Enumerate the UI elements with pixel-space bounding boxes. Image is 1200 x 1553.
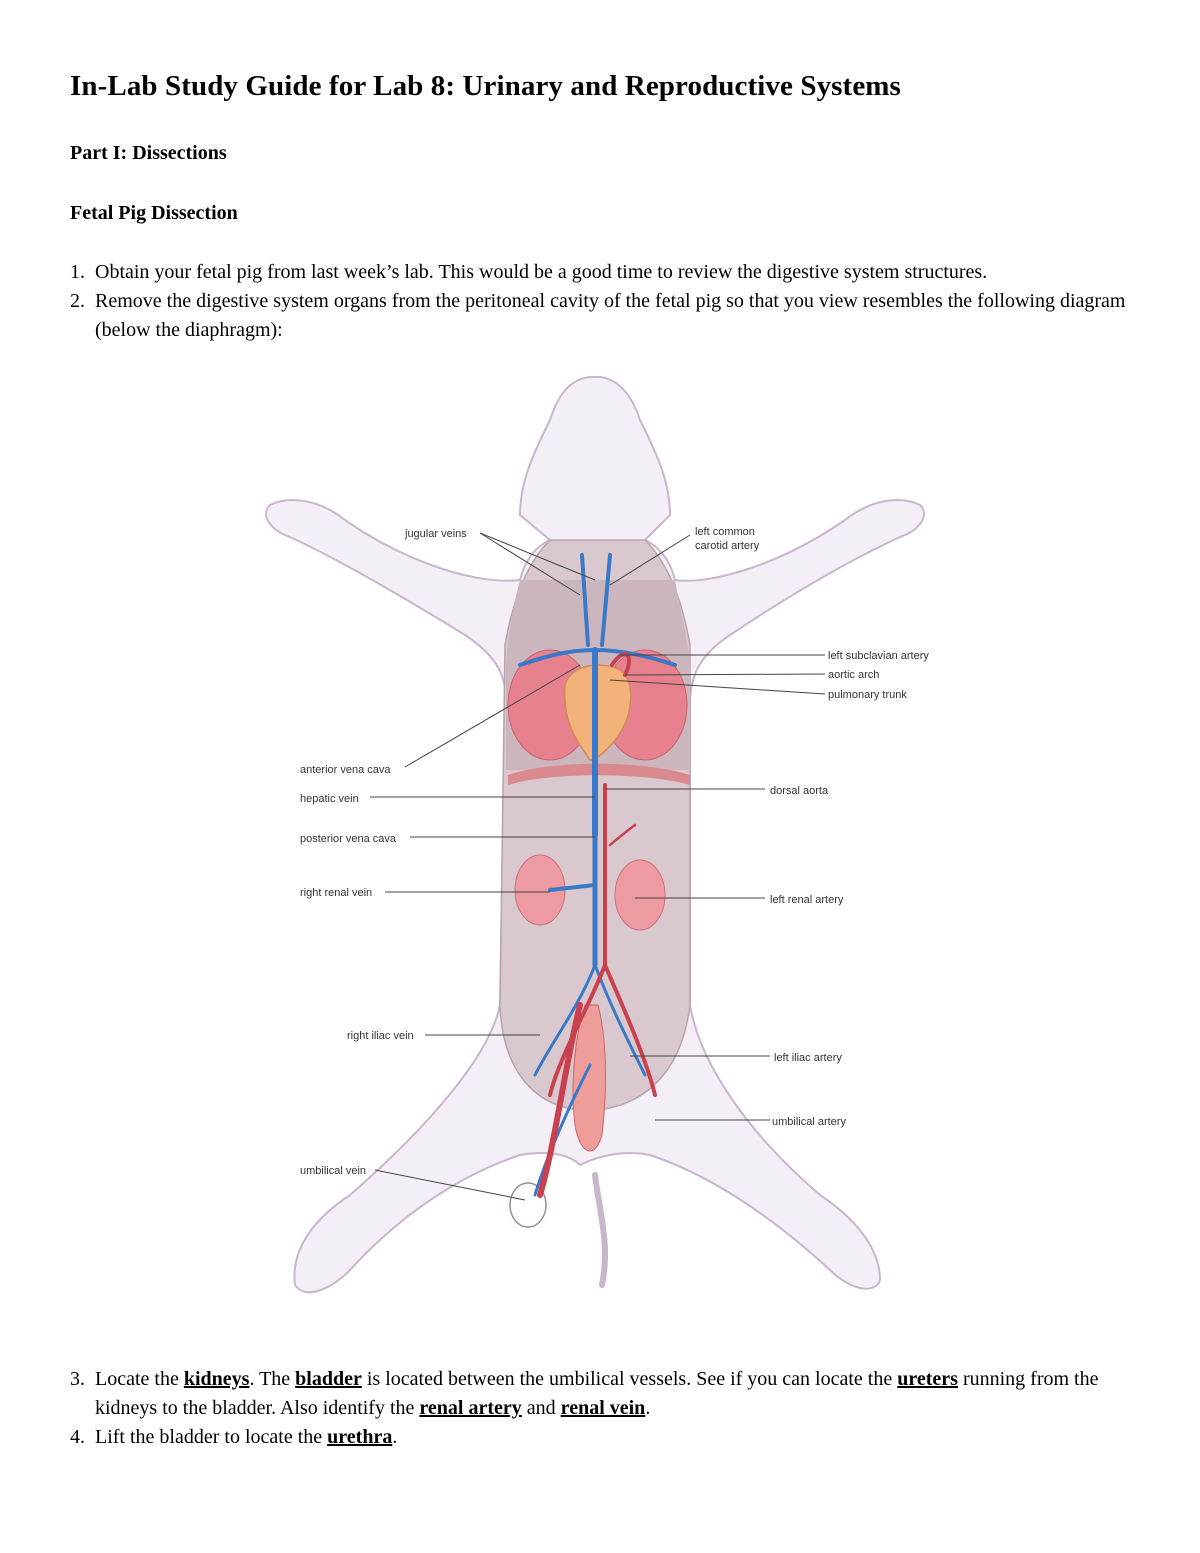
- label-hepatic-vein: hepatic vein: [300, 793, 359, 805]
- step-4: [70, 1423, 1150, 1452]
- label-umbilical-artery: umbilical artery: [772, 1116, 846, 1128]
- label-aortic-arch: aortic arch: [828, 669, 880, 681]
- step-text: .: [645, 1397, 651, 1419]
- step-text: .: [392, 1426, 398, 1448]
- fetal-pig-illustration: [250, 365, 950, 1345]
- label-posterior-vena-cava: posterior vena cava: [300, 833, 396, 845]
- label-left-common-carotid-1: left common: [695, 526, 755, 538]
- label-umbilical-vein: umbilical vein: [300, 1165, 367, 1177]
- step-text: Obtain your fetal pig from last week’s lab. This would be a good time to review the digestive system structures.: [95, 261, 988, 283]
- steps-list-bottom: [70, 1365, 1150, 1452]
- step-text: is located between the umbilical vessels. See if you can locate the: [361, 1368, 898, 1390]
- steps-list-top: [70, 258, 1150, 345]
- label-pulmonary-trunk: pulmonary trunk: [828, 689, 907, 701]
- left-kidney: [615, 860, 665, 930]
- keyword-ureters: ureters: [897, 1368, 958, 1390]
- label-anterior-vena-cava: anterior vena cava: [300, 764, 391, 776]
- pig-tail: [595, 1175, 605, 1285]
- step-text: Remove the digestive system organs from the peritoneal cavity of the fetal pig so that you view resembles the following diagram (below the diaphragm):: [95, 290, 1126, 341]
- step-number: 4.: [70, 1426, 85, 1448]
- keyword-renal-vein: renal vein: [560, 1397, 646, 1419]
- label-left-renal-artery: left renal artery: [770, 894, 844, 906]
- section-heading: Fetal Pig Dissection: [70, 202, 238, 224]
- step-number: 1.: [70, 261, 85, 283]
- step-2: [70, 287, 1150, 345]
- step-number: 3.: [70, 1368, 85, 1390]
- label-right-renal-vein: right renal vein: [300, 887, 373, 899]
- label-left-subclavian-artery: left subclavian artery: [828, 650, 929, 662]
- keyword-kidneys: kidneys: [183, 1368, 250, 1390]
- page-title: In-Lab Study Guide for Lab 8: Urinary and Reproductive Systems: [70, 70, 901, 102]
- step-text: Lift the bladder to locate the: [95, 1426, 328, 1448]
- label-left-common-carotid-2: carotid artery: [695, 540, 760, 552]
- keyword-renal-artery: renal artery: [419, 1397, 522, 1419]
- label-left-iliac-artery: left iliac artery: [774, 1052, 842, 1064]
- step-text: and: [521, 1397, 561, 1419]
- label-jugular-veins: jugular veins: [405, 528, 467, 540]
- label-right-iliac-vein: right iliac vein: [347, 1030, 414, 1042]
- step-1: [70, 258, 1150, 287]
- step-text: . The: [249, 1368, 296, 1390]
- keyword-bladder: bladder: [295, 1368, 362, 1390]
- step-text: running from the kidneys to the bladder. Also identify the: [95, 1368, 1099, 1419]
- keyword-urethra: urethra: [327, 1426, 393, 1448]
- part-heading: Part I: Dissections: [70, 142, 227, 164]
- label-dorsal-aorta: dorsal aorta: [770, 785, 829, 797]
- fetal-pig-diagram: [250, 365, 950, 1345]
- step-3: [70, 1365, 1150, 1423]
- step-text: Locate the: [95, 1368, 184, 1390]
- step-number: 2.: [70, 290, 85, 312]
